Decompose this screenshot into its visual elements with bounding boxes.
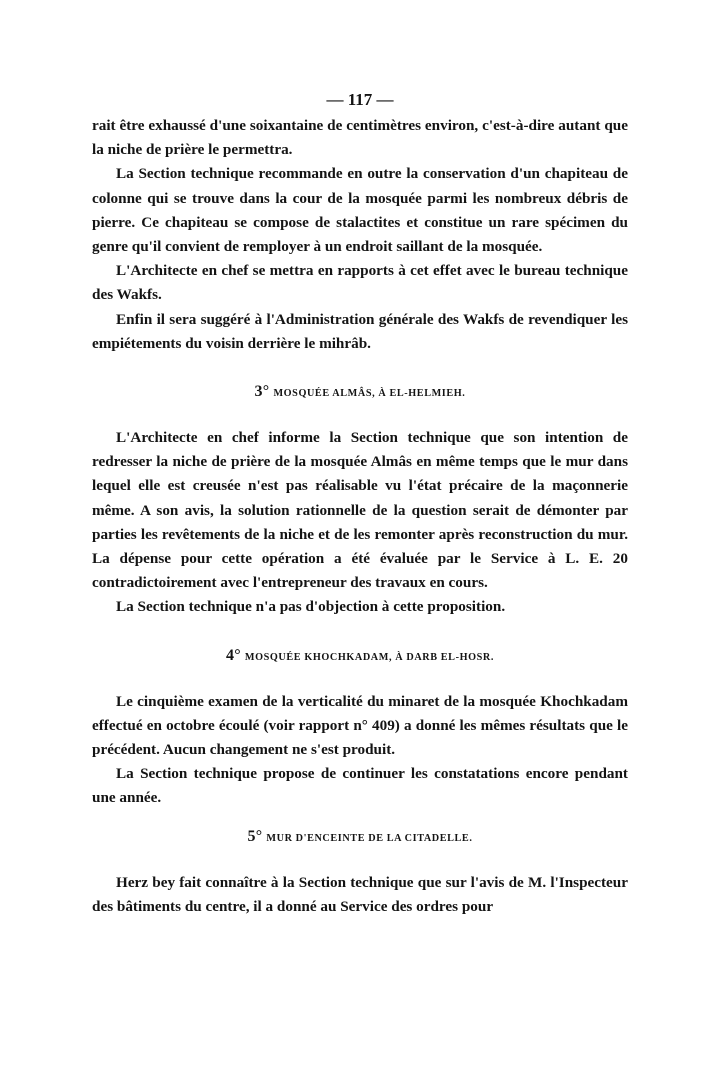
paragraph-khochkadam-minaret: Le cinquième examen de la verticalité du minaret de la mosquée Khochkadam effectué en octobre écoulé (voir rapport n° 409) a donné les mêmes résultats que le précédent. Aucun changement ne s'est produit. <box>92 692 628 759</box>
page-number: — 117 — <box>326 90 394 109</box>
section-heading-5 <box>92 825 628 851</box>
section-heading-4 <box>92 644 628 670</box>
paragraph-continuation: rait être exhaussé d'une soixantaine de centimètres environ, c'est-à-dire autant que la niche de prière le permettra. <box>92 117 628 159</box>
section-number: 5° <box>247 827 263 845</box>
section-title: MOSQUÉE KHOCHKADAM, À DARB EL-HOSR. <box>244 651 494 663</box>
section-heading-3 <box>92 380 628 406</box>
paragraph-almas-niche: L'Architecte en chef informe la Section technique que son intention de redresser la niche de prière de la mosquée Almâs en même temps que le mur dans lequel elle est creusée n'est pas réalisable vu l'état précaire de la maçonnerie même. A son avis, la solution rationnelle de la question serait de démonter par parties les revêtements de la niche et de les remonter après reconstruction du mur. La dépense pour cette opération a été évaluée par le Service à L. E. 20 contradictoirement avec l'entrepreneur des travaux en cours. <box>92 429 628 592</box>
paragraph-empietements: Enfin il sera suggéré à l'Administration générale des Wakfs de revendiquer les empiétements du voisin derrière le mihrâb. <box>92 310 628 352</box>
section-number: 3° <box>254 383 270 401</box>
paragraph-architecte-wakfs: L'Architecte en chef se mettra en rapports à cet effet avec le bureau technique des Wakfs. <box>92 262 628 304</box>
paragraph-constatations: La Section technique propose de continuer les constatations encore pendant une année. <box>92 765 628 807</box>
section-title: MUR D'ENCEINTE DE LA CITADELLE. <box>266 832 473 844</box>
paragraph-no-objection: La Section technique n'a pas d'objection à cette proposition. <box>116 598 506 616</box>
paragraph-chapiteau: La Section technique recommande en outre la conservation d'un chapiteau de colonne qui se trouve dans la cour de la mosquée parmi les nombreux débris de pierre. Ce chapiteau se compose de stalactites et constitue un rare spécimen du genre qu'il convient de remployer à un endroit saillant de la mosquée. <box>92 165 628 256</box>
document-page <box>92 88 628 919</box>
section-title: MOSQUÉE ALMÂS, À EL-HELMIEH. <box>273 388 466 400</box>
section-number: 4° <box>226 646 241 664</box>
paragraph-herz-bey: Herz bey fait connaître à la Section technique que sur l'avis de M. l'Inspecteur des bâtiments du centre, il a donné au Service des ordres pour <box>92 873 628 915</box>
